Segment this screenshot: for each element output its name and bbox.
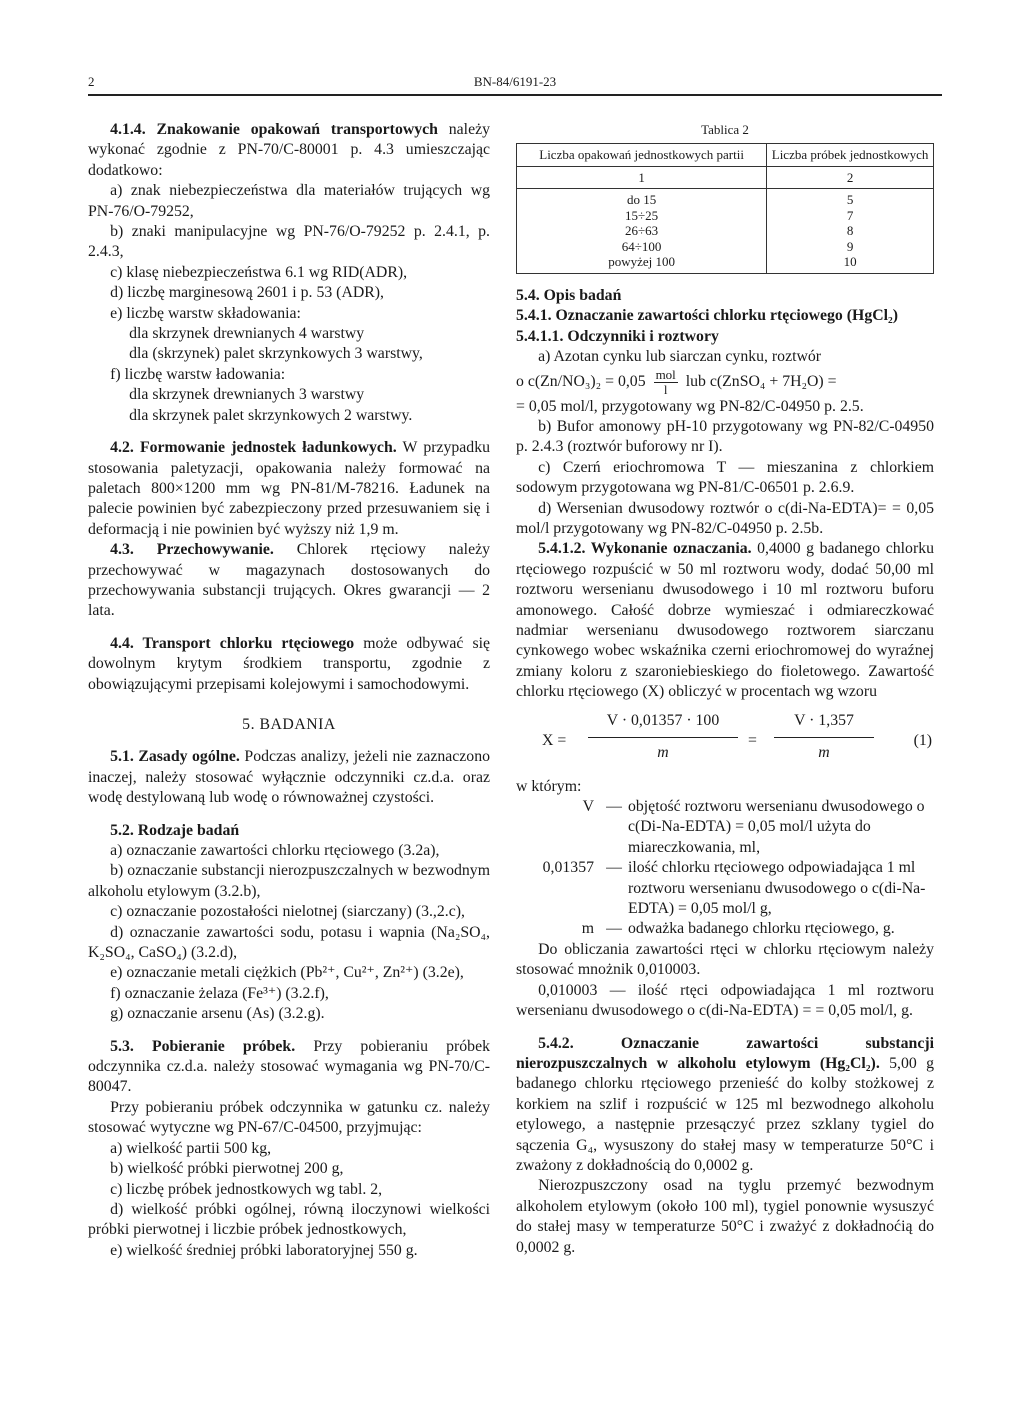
list-subitem: dla (skrzynek) palet skrzynkowych 3 warstwy, — [129, 345, 423, 363]
table-cell — [767, 189, 934, 274]
table-cell-value: 26÷63 — [625, 223, 659, 239]
section-heading — [516, 327, 934, 347]
paragraph: 0,010003 — ilość rtęci odpowiadająca 1 ml roztworu wersenianu dwusodowego o c(di-Na-EDTA) = = 0,05 mol/l, g. — [516, 981, 934, 1020]
list-item: a) znak niebezpieczeństwa dla materiałów trujących wg PN-76/O-79252, — [88, 182, 490, 220]
reagent-a-formula — [516, 368, 934, 397]
paragraph-text: 5,00 g badanego chlorku rtęciowego przenieść do kolby stożkowej z korkiem na szlif i rozpuścić w 125 ml bezwodnego alkoholu etylowego, a następnie przesączyć przez szklany tygiel do sączenia G₄, wysuszony do stałej masy w temperaturze 50°C i zważony z dokładnością do 0,0002 g. — [516, 1054, 934, 1174]
symbol-description: ilość chlorku rtęciowego odpowiadająca 1 ml roztworu wersenianu dwusodowego o c(di-Na-EDTA) = 0,05 mol/l g, — [628, 859, 926, 918]
formula-text: o c(Zn/NO₃)₂ = 0,05 — [516, 372, 646, 390]
table-cell-value: 15÷25 — [625, 207, 659, 223]
section-heading: 5.1. Zasady ogólne. — [110, 748, 240, 766]
paragraph-text: może odbywać się dowolnym krytym środkiem transportu, zgodnie z obowiązującymi przepisami kolejowymi i samochodowymi. — [88, 634, 490, 693]
section-5-4-1-2 — [516, 539, 934, 702]
standard-code: BN-84/6191-23 — [473, 74, 557, 89]
paragraph: Przy pobieraniu próbek odczynnika w gatunku cz. należy stosować wytyczne wg PN-67/C-04500, przyjmując: — [88, 1098, 490, 1137]
table-cell-value: do 15 — [626, 192, 657, 208]
paragraph: Nierozpuszczony osad na tyglu przemyć bezwodnym alkoholem etylowym (około 100 ml), tygiel ponownie wysuszyć do stałej masy w temperaturze 50°C i zważyć z dokładnoćią do 0,0002 g. — [516, 1177, 934, 1256]
list-item: e) oznaczanie metali ciężkich (Pb²⁺, Cu²⁺, Zn²⁺) (3.2e), — [110, 964, 464, 982]
page-number: 2 — [88, 74, 95, 89]
paragraph-text: Podczas analizy, jeżeli nie zaznaczono inaczej, należy stosować wyłącznie odczynniki cz.d.a. oraz wodę destylowaną lub wodę o równoważnej czystości. — [88, 748, 490, 807]
paragraph-text: Chlorek rtęciowy należy przechowywać w magazynach dostosowanych do przechowywania substancji trujących. Okres gwarancji — 2 lata. — [88, 541, 490, 620]
list-item: b) znaki manipulacyjne wg PN-76/O-79252 p. 2.4.1, p. 2.4.3, — [88, 223, 490, 261]
list-item: e) wielkość średniej próbki laboratoryjnej 550 g. — [110, 1241, 418, 1259]
list-item: c) klasę niebezpieczeństwa 6.1 wg RID(ADR), — [110, 263, 408, 281]
section-5-4-2 — [516, 1034, 934, 1177]
formula-lhs: X = — [542, 731, 567, 749]
dash: — — [606, 859, 622, 877]
formula-equals: = — [748, 731, 757, 749]
left-column — [88, 120, 490, 1261]
table-header: Liczba próbek jednostkowych — [767, 144, 934, 167]
formula-numerator: V · 0,01357 · 100 — [606, 711, 720, 729]
fraction-bar — [588, 737, 738, 738]
list-item: g) oznaczanie arsenu (As) (3.2.g). — [110, 1005, 325, 1023]
reagent-d: d) Wersenian dwusodowy roztwór o c(di-Na-EDTA)= = 0,05 mol/l przygotowany wg PN-82/C-04950 p. 2.5b. — [516, 499, 934, 537]
unit-fraction — [654, 368, 678, 397]
formula-number: (1) — [913, 731, 932, 749]
paragraph-text: należy wykonać zgodnie z PN-70/C-80001 p. 4.3 umieszczając dodatkowo: — [88, 121, 490, 179]
table-cell-value: 8 — [846, 223, 854, 239]
list-item: c) liczbę próbek jednostkowych wg tabl. 2, — [110, 1180, 383, 1198]
table-header: Liczba opakowań jednostkowych partii — [517, 144, 767, 167]
list-item: c) oznaczanie pozostałości nielotnej (siarczany) (3.,2.c), — [110, 903, 465, 921]
symbol-description: objętość roztworu wersenianu dwusodowego o c(Di-Na-EDTA) = 0,05 mol/l użyta do miareczkowania, ml, — [628, 798, 925, 856]
symbol: m — [581, 920, 594, 938]
symbol-description: odważka badanego chlorku rtęciowego, g. — [628, 920, 895, 938]
list-subitem: dla skrzynek drewnianych 4 warstwy — [129, 325, 365, 343]
paragraph-text: Przy pobieraniu próbek odczynnika cz.d.a. należy stosować wymagania wg PN-70/C-80047. — [88, 1037, 490, 1096]
fraction-numerator: mol — [655, 366, 676, 382]
reagent-a: a) Azotan cynku lub siarczan cynku, roztwór — [538, 348, 822, 366]
section-heading: 5.3. Pobieranie próbek. — [110, 1037, 296, 1055]
symbol: 0,01357 — [542, 859, 594, 877]
where-label: w którym: — [516, 777, 582, 795]
table-caption: Tablica 2 — [701, 122, 749, 137]
section-heading: 5.4.2. Oznaczanie zawartości substancji nierozpuszczalnych w alkoholu etylowym (Hg₂Cl₂). — [516, 1034, 934, 1072]
fraction-bar — [774, 737, 874, 738]
table-cell-value: 5 — [846, 192, 854, 208]
right-column — [516, 120, 934, 1258]
list-item: d) oznaczanie zawartości sodu, potasu i wapnia (Na₂SO₄, K₂SO₄, CaSO₄) (3.2.d), — [88, 923, 490, 962]
section-heading: 4.1.4. Znakowanie opakowań transportowych — [110, 121, 438, 138]
dash: — — [606, 920, 622, 938]
list-item: d) wielkość próbki ogólnej, równą iloczynowi wielkości próbki pierwotnej i liczbie próbek jednostkowych, — [88, 1200, 490, 1239]
section-heading — [516, 286, 934, 306]
symbol: V — [582, 798, 594, 816]
formula-numerator: V · 1,357 — [794, 711, 854, 729]
reagent-b: b) Bufor amonowy pH-10 przygotowany wg PN-82/C-04950 p. 2.4.3 (roztwór buforowy nr I). — [516, 417, 934, 456]
section-5-3 — [88, 1037, 490, 1098]
table-cell-value: 10 — [843, 254, 857, 270]
formula-1 — [516, 707, 934, 771]
samples-table — [516, 143, 934, 274]
table-cell-value: 64÷100 — [621, 238, 662, 254]
section-heading: 5.4.1.2. Wykonanie oznaczania. — [538, 540, 752, 558]
list-item: b) oznaczanie substancji nierozpuszczalnych w bezwodnym alkoholu etylowym (3.2.b), — [88, 862, 490, 900]
reagent-c: c) Czerń eriochromowa T — mieszanina z chlorkiem sodowym przygotowana wg PN-81/C-06501 p. 2.6.9. — [516, 458, 934, 497]
section-title-badania: 5. BADANIA — [242, 715, 336, 733]
section-heading-text: 5.4. Opis badań — [516, 286, 622, 304]
table-cell-value: powyżej 100 — [608, 254, 675, 270]
list-item: f) liczbę warstw ładowania: — [110, 365, 286, 383]
section-5-2 — [88, 821, 490, 841]
section-5-1 — [88, 747, 490, 808]
symbol-definitions — [516, 797, 934, 940]
section-heading: 4.3. Przechowywanie. — [110, 541, 274, 559]
section-4-3 — [88, 540, 490, 622]
formula-text: lub c(ZnSO₄ + 7H₂O) = — [685, 372, 837, 390]
section-heading: 4.2. Formowanie jednostek ładunkowych. — [110, 439, 397, 457]
paragraph-text: W przypadku stosowania paletyzacji, opakowania należy formować na paletach 800×1200 mm wg PN-81/M-78216. Ładunek na palecie powinien być zabezpieczony przed przesuwaniem się i deformacją i nie powinien być wyższy niż 1,9 m. — [88, 439, 490, 538]
section-heading: 4.4. Transport chlorku rtęciowego — [110, 634, 355, 652]
list-item: a) oznaczanie zawartości chlorku rtęciowego (3.2a), — [110, 842, 440, 859]
section-4-2 — [88, 438, 490, 540]
list-item: d) liczbę marginesową 2601 i p. 53 (ADR), — [110, 284, 385, 302]
table-col-number: 1 — [517, 166, 767, 189]
list-item: b) wielkość próbki pierwotnej 200 g, — [110, 1160, 344, 1178]
table-row — [517, 189, 934, 274]
page-header — [88, 72, 942, 96]
formula-denominator: m — [657, 743, 669, 761]
list-item: e) liczbę warstw składowania: — [110, 304, 301, 322]
formula-denominator: m — [818, 743, 830, 761]
dash: — — [606, 798, 622, 816]
table-cell-value: 9 — [846, 238, 854, 254]
table-col-number: 2 — [767, 166, 934, 189]
fraction-denominator: l — [663, 381, 668, 397]
list-subitem: dla skrzynek drewnianych 3 warstwy — [129, 386, 365, 404]
paragraph: Do obliczania zawartości rtęci w chlorku rtęciowym należy stosować mnożnik 0,010003. — [516, 940, 934, 979]
section-heading: 5.2. Rodzaje badań — [110, 821, 240, 839]
reagent-a-cont: = 0,05 mol/l, przygotowany wg PN-82/C-04950 p. 2.5. — [516, 397, 864, 415]
section-heading-text: 5.4.1.1. Odczynniki i roztwory — [516, 327, 719, 345]
section-heading — [516, 306, 934, 326]
list-subitem: dla skrzynek palet skrzynkowych 2 warstwy. — [129, 406, 413, 424]
list-item: a) wielkość partii 500 kg, — [110, 1139, 272, 1157]
list-item: f) oznaczanie żelaza (Fe³⁺) (3.2.f), — [110, 984, 329, 1002]
section-4-4 — [88, 634, 490, 695]
table-cell — [517, 189, 767, 274]
section-4-1-4 — [88, 120, 490, 181]
paragraph-text: 0,4000 g badanego chlorku rtęciowego rozpuścić w 50 ml roztworu wody, dodać 50,00 ml roztworu wersenianu dwusodowego i 10 ml roztworu buforu amonowego. Całość dobrze wymieszać i odmiareczkować nadmiar wersenianu dwusodowego roztworem siarczanu cynkowego wobec wskaźnika czerni eriochromowej do wyraźnej zmiany koloru z szaroniebieskiego do fioletowego. Zawartość chlorku rtęciowego (X) obliczyć w procentach wg wzoru — [516, 540, 934, 701]
table-cell-value: 7 — [846, 207, 854, 223]
section-heading-text: 5.4.1. Oznaczanie zawartości chlorku rtęciowego (HgCl₂) — [516, 307, 899, 325]
